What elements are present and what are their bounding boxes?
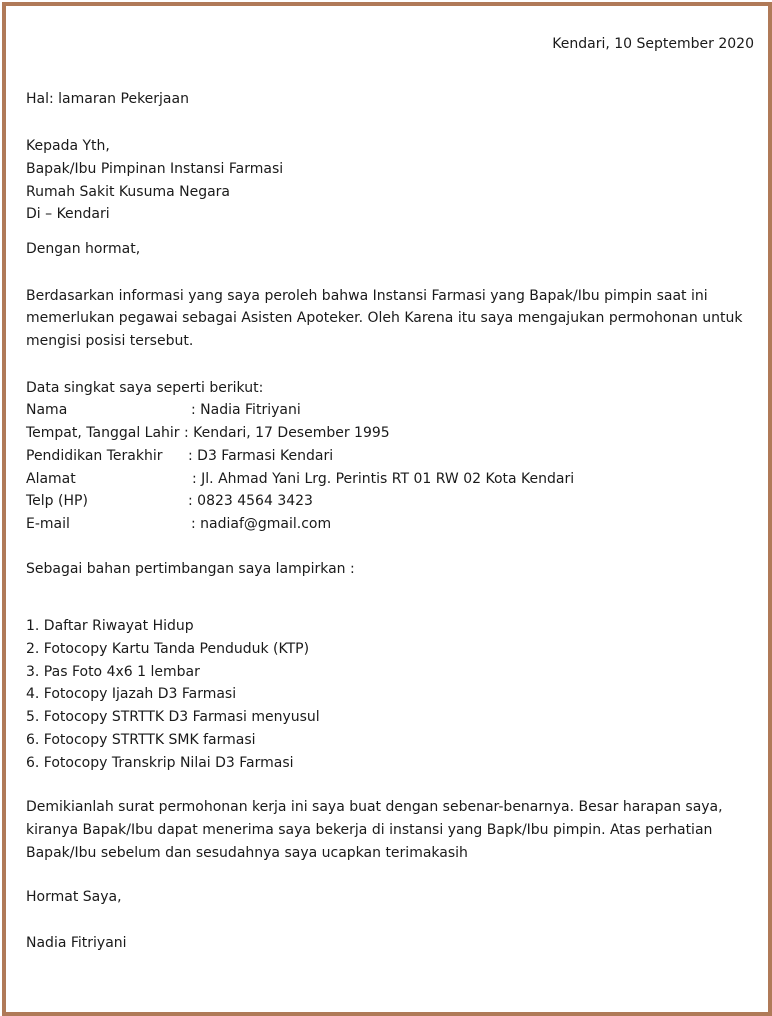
data-row-birth [26,422,756,445]
closing-line: Bapak/Ibu sebelum dan sesudahnya saya ucapkan terimakasih [26,844,468,861]
list-item: 5. Fotocopy STRTTK D3 Farmasi menyusul [26,709,320,726]
data-value: : nadiaf@gmail.com [191,515,332,532]
list-item: 2. Fotocopy Kartu Tanda Penduduk (KTP) [26,641,310,658]
sign-off: Hormat Saya, [26,889,122,906]
data-label: Pendidikan Terakhir [26,447,163,464]
letter-date: Kendari, 10 September 2020 [552,36,754,52]
letter-frame [2,2,772,1016]
data-heading: Data singkat saya seperti berikut: [26,379,264,396]
signature-name: Nadia Fitriyani [26,935,127,952]
data-label: Nama [26,402,68,419]
greeting: Dengan hormat, [26,240,141,257]
closing-paragraph [26,796,756,864]
data-label: Alamat [26,470,76,487]
data-label: Telp (HP) [26,493,88,510]
letter-subject: Hal: lamaran Pekerjaan [26,91,189,108]
intro-line: mengisi posisi tersebut. [26,333,194,350]
data-value: : Nadia Fitriyani [191,402,301,419]
intro-line: Berdasarkan informasi yang saya peroleh bahwa Instansi Farmasi yang Bapak/Ibu pimpin saat ini [26,287,708,304]
recipient-salutation: Kepada Yth, [26,138,110,155]
data-row-email [26,513,756,536]
closing-line: kiranya Bapak/Ibu dapat menerima saya bekerja di instansi yang Bapk/Ibu pimpin. Atas perhatian [26,821,713,838]
data-value: : 0823 4564 3423 [188,493,313,510]
data-row-address [26,468,756,491]
data-label: E-mail [26,515,70,532]
list-item: 6. Fotocopy Transkrip Nilai D3 Farmasi [26,754,294,771]
list-item: 1. Daftar Riwayat Hidup [26,618,194,635]
list-item: 3. Pas Foto 4x6 1 lembar [26,663,200,680]
list-item: 6. Fotocopy STRTTK SMK farmasi [26,731,256,748]
data-row-name [26,399,756,422]
attachments-list [26,615,756,774]
attachments-heading: Sebagai bahan pertimbangan saya lampirkan : [26,560,355,577]
data-row-education [26,445,756,468]
data-value: : Kendari, 17 Desember 1995 [184,425,390,442]
personal-data-table [26,399,756,535]
intro-paragraph [26,285,756,353]
recipient-block [26,135,756,226]
data-row-phone [26,490,756,513]
intro-line: memerlukan pegawai sebagai Asisten Apoteker. Oleh Karena itu saya mengajukan permohonan untuk [26,310,743,327]
data-label: Tempat, Tanggal Lahir [26,425,180,442]
recipient-name: Bapak/Ibu Pimpinan Instansi Farmasi [26,160,284,177]
recipient-institution: Rumah Sakit Kusuma Negara [26,183,230,200]
letter-body [26,33,756,955]
data-value: : Jl. Ahmad Yani Lrg. Perintis RT 01 RW 02 Kota Kendari [192,470,575,487]
list-item: 4. Fotocopy Ijazah D3 Farmasi [26,686,237,703]
recipient-place: Di – Kendari [26,206,110,223]
data-value: : D3 Farmasi Kendari [188,447,334,464]
closing-line: Demikianlah surat permohonan kerja ini saya buat dengan sebenar-benarnya. Besar harapan saya, [26,799,723,816]
